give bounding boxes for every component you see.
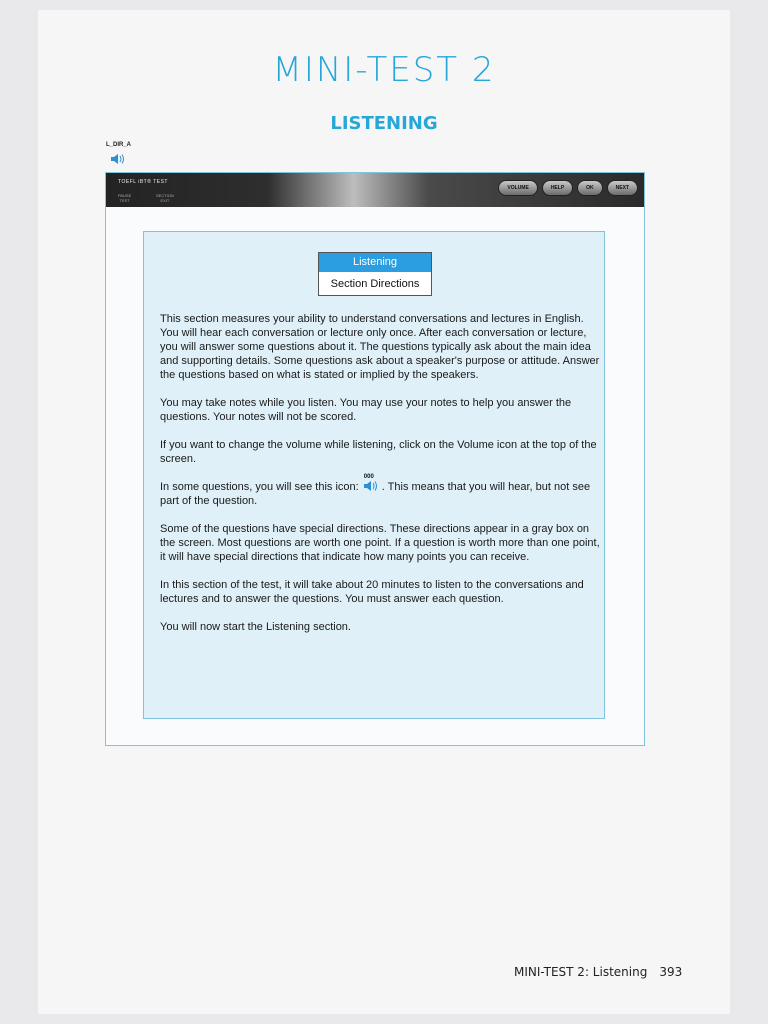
audio-track-speaker-icon[interactable] [110, 152, 126, 170]
test-screen [105, 172, 645, 746]
next-button[interactable]: NEXT [607, 180, 638, 196]
paragraph: Some of the questions have special directions. These directions appear in a gray box on the screen. Most questions are worth one point. If a question is worth more than one point, it will have special directions that indicate how many points you can receive. [160, 523, 600, 563]
page [38, 10, 730, 1014]
toolbar [106, 173, 644, 207]
help-button[interactable]: HELP [542, 180, 573, 196]
paragraph [160, 474, 600, 508]
page-number: 393 [659, 965, 683, 979]
app-title: TOEFL iBT® TEST [118, 179, 168, 185]
page-footer [514, 965, 682, 979]
paragraph: If you want to change the volume while listening, click on the Volume icon at the top of the screen. [160, 439, 597, 465]
inline-speaker [362, 474, 382, 492]
paragraph: This section measures your ability to understand conversations and lectures in English. You will hear each conversation or lecture only once. After each conversation or lecture, you will answer some questions about it. The questions typically ask about the main idea and supporting details. Some questions ask about a speaker's purpose or attitude. Answer the questions based on what is stated or implied by the speakers. [160, 313, 600, 381]
section-header [318, 252, 432, 296]
running-title: MINI-TEST 2: Listening [514, 965, 648, 979]
icon-caption: 000 [363, 474, 374, 480]
section-exit-button[interactable] [156, 193, 174, 203]
speaker-icon [110, 153, 126, 165]
page-subtitle: LISTENING [330, 113, 438, 134]
paragraph: In this section of the test, it will take about 20 minutes to listen to the conversations and lectures and to answer the questions. You must answer each question. [160, 579, 584, 605]
paragraph-text: . This means that you will hear, but not see part of the question. [160, 481, 591, 507]
volume-button[interactable]: VOLUME [498, 180, 537, 196]
paragraph-text: In some questions, you will see this icon: [160, 481, 362, 493]
track-id: L_DIR_A [106, 142, 132, 148]
paragraph: You will now start the Listening section. [160, 621, 351, 633]
pause-test-button[interactable] [118, 193, 131, 203]
section-exit-label: SECTION EXIT [156, 193, 174, 203]
paragraph: You may take notes while you listen. You may use your notes to help you answer the questions. Your notes will not be scored. [160, 397, 572, 423]
directions-text [160, 312, 600, 648]
section-name: Listening [319, 253, 431, 274]
toolbar-buttons [498, 180, 638, 196]
section-directions-label: Section Directions [330, 278, 420, 290]
directions-panel [143, 231, 605, 719]
page-title: MINI-TEST 2 [272, 50, 496, 90]
ok-button[interactable]: OK [577, 180, 603, 196]
pause-test-label: PAUSE TEST [118, 193, 132, 203]
